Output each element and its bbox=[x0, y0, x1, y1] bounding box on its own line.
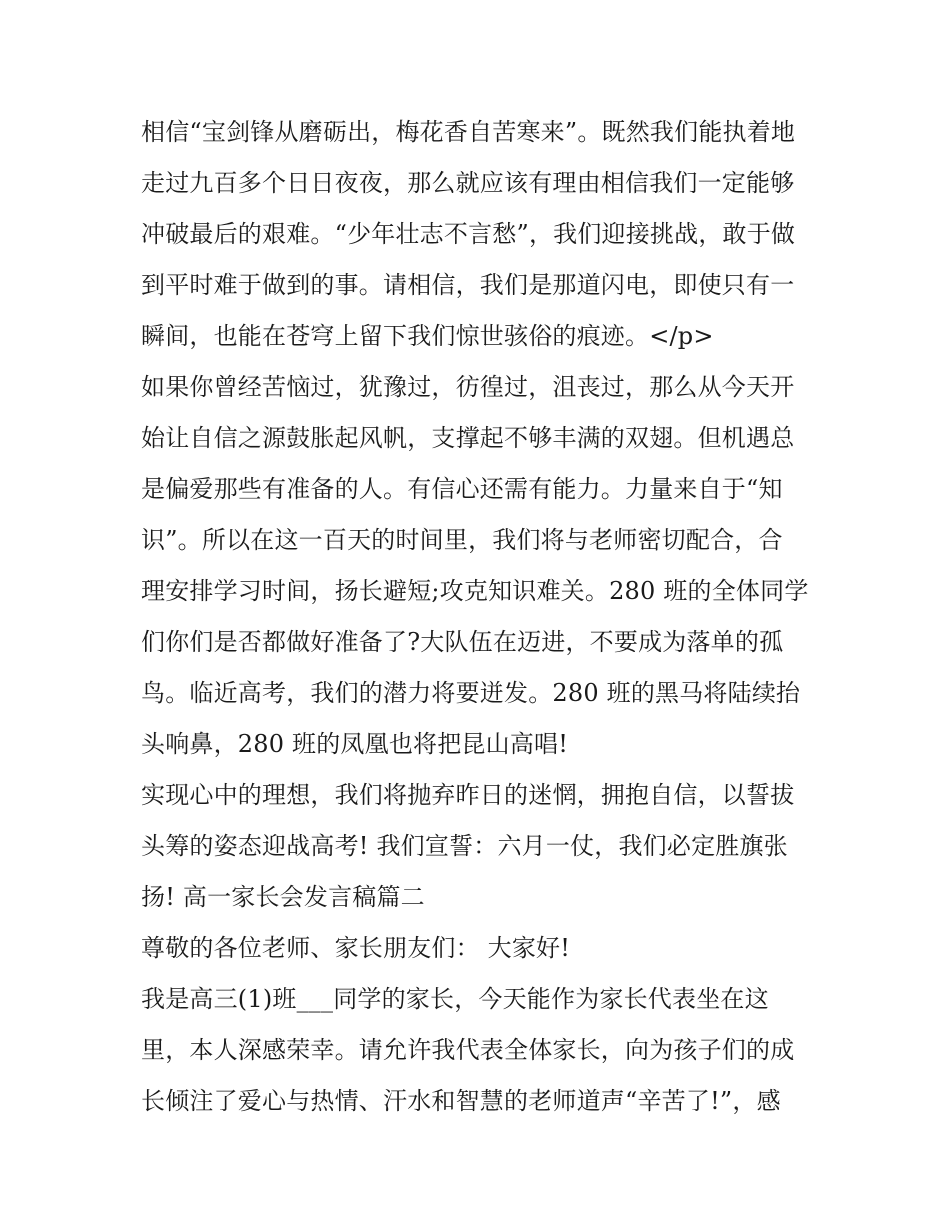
text-line: 识”。所以在这一百天的时间里，我们将与老师密切配合，合 bbox=[141, 526, 783, 554]
text-line: 长倾注了爱心与热情、汗水和智慧的老师道声“辛苦了!”，感 bbox=[141, 1087, 781, 1115]
text-line: 到平时难于做到的事。请相信，我们是那道闪电，即使只有一 bbox=[141, 271, 795, 299]
text-line: 瞬间，也能在苍穹上留下我们惊世骇俗的痕迹。</p> bbox=[141, 322, 714, 350]
text-line: 鸟。临近高考，我们的潜力将要迸发。280 班的黑马将陆续抬 bbox=[141, 679, 801, 707]
section-title-line: 扬! 高一家长会发言稿篇二 bbox=[141, 883, 425, 911]
text-line: 我是高三(1)班___同学的家长，今天能作为家长代表坐在这 bbox=[141, 985, 769, 1013]
text-line: 始让自信之源鼓胀起风帆，支撑起不够丰满的双翅。但机遇总 bbox=[141, 424, 795, 452]
text-line: 是偏爱那些有准备的人。有信心还需有能力。力量来自于“知 bbox=[141, 475, 783, 503]
text-line: 相信“宝剑锋从磨砺出，梅花香自苦寒来”。既然我们能执着地 bbox=[141, 118, 796, 146]
greeting-line: 尊敬的各位老师、家长朋友们： 大家好! bbox=[141, 934, 571, 962]
text-line: 走过九百多个日日夜夜，那么就应该有理由相信我们一定能够 bbox=[141, 169, 795, 197]
text-line: 如果你曾经苦恼过，犹豫过，彷徨过，沮丧过，那么从今天开 bbox=[141, 373, 795, 401]
text-line: 们你们是否都做好准备了?大队伍在迈进，不要成为落单的孤 bbox=[141, 628, 784, 656]
text-line: 头响鼻，280 班的凤凰也将把昆山高唱! bbox=[141, 730, 569, 758]
text-line: 理安排学习时间，扬长避短;攻克知识难关。280 班的全体同学 bbox=[141, 577, 809, 605]
text-line: 里，本人深感荣幸。请允许我代表全体家长，向为孩子们的成 bbox=[141, 1036, 795, 1064]
text-line: 头筹的姿态迎战高考! 我们宣誓：六月一仗，我们必定胜旗张 bbox=[141, 832, 788, 860]
text-line: 冲破最后的艰难。“少年壮志不言愁”，我们迎接挑战，敢于做 bbox=[141, 220, 796, 248]
document-body bbox=[141, 107, 821, 1127]
text-line: 实现心中的理想，我们将抛弃昨日的迷惘，拥抱自信，以誓拔 bbox=[141, 781, 795, 809]
